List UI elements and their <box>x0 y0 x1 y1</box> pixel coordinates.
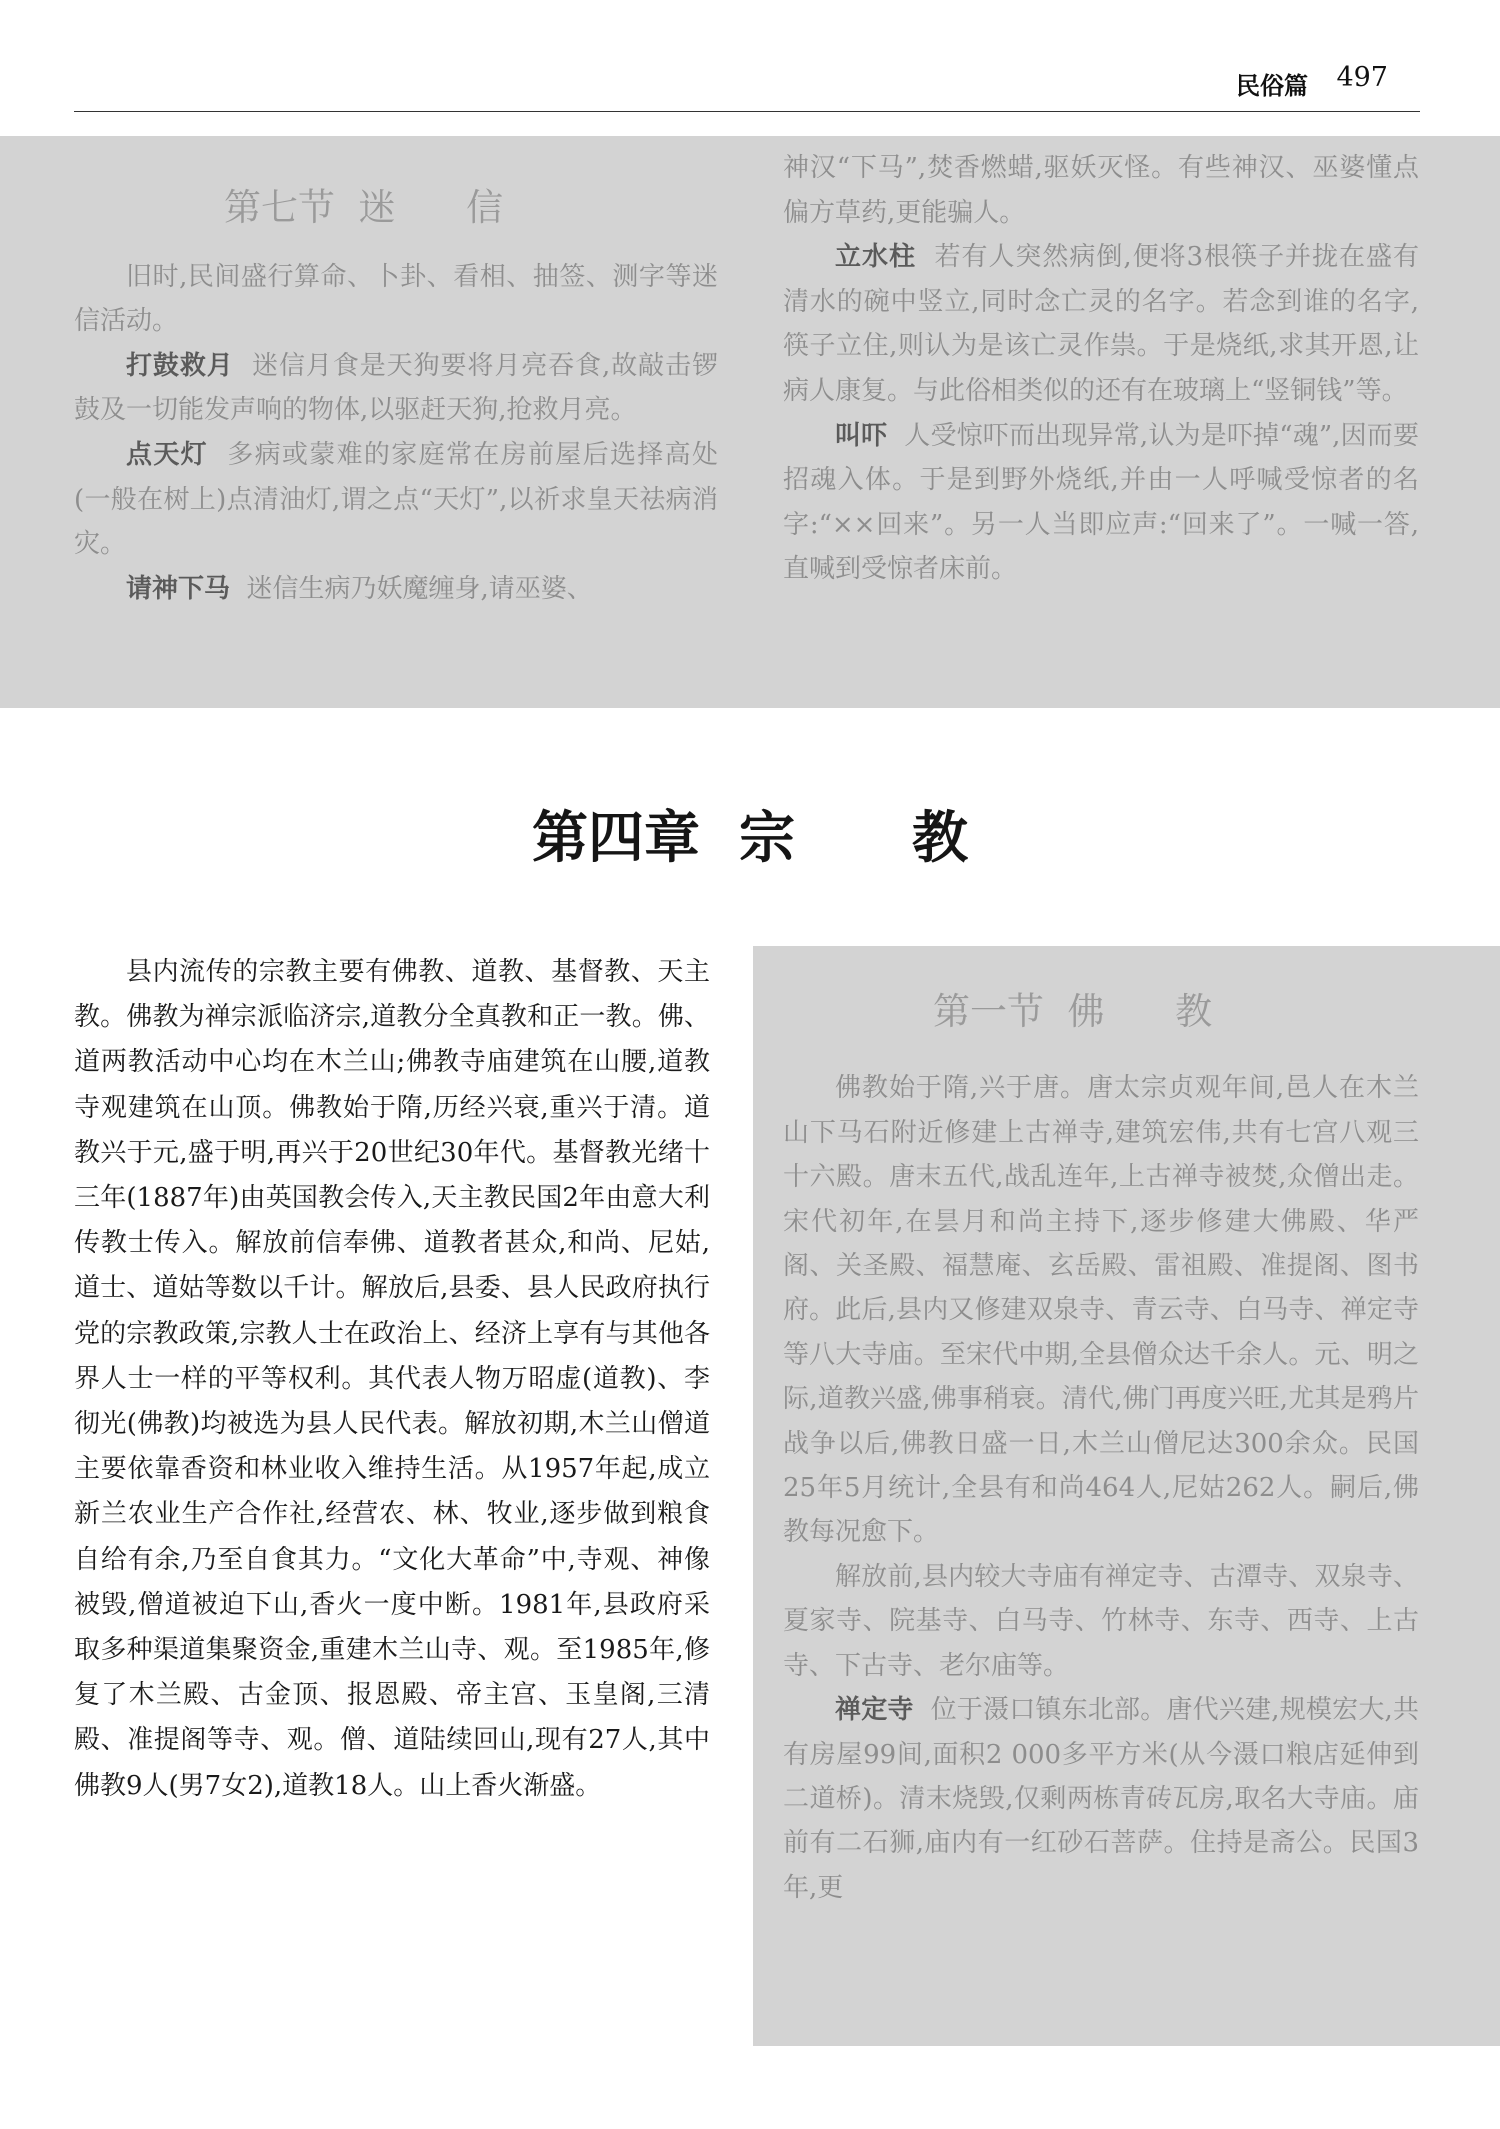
entry-text: 迷信生病乃妖魔缠身,请巫婆、 <box>246 573 593 604</box>
entry-term: 禅定寺 <box>835 1695 914 1726</box>
top-right-column <box>783 146 1419 592</box>
entry-term: 叫吓 <box>835 420 888 451</box>
continued-text: 神汉“下马”,焚香燃蜡,驱妖灭怪。有些神汉、巫婆懂点偏方草药,更能骗人。 <box>783 153 1419 228</box>
chapter-title: 第四章 宗 教 <box>532 805 968 871</box>
section-title-buddhism: 第一节 佛 教 <box>933 990 1213 1033</box>
entry-term: 点天灯 <box>126 439 209 470</box>
entry-chopsticks <box>783 235 1419 413</box>
bottom-right-column <box>783 990 1419 1910</box>
religion-overview: 县内流传的宗教主要有佛教、道教、基督教、天主教。佛教为禅宗派临济宗,道教分全真教和正一教。佛、道两教活动中心均在木兰山;佛教寺庙建筑在山腰,道教寺观建筑在山顶。佛教始于隋,历经兴衰,重兴于清。道教兴于元,盛于明,再兴于20世纪30年代。基督教光绪十三年(1887年)由英国教会传入,天主教民国2年由意大利传教士传入。解放前信奉佛、道教者甚众,和尚、尼姑,道士、道姑等数以千计。解放后,县委、县人民政府执行党的宗教政策,宗教人士在政治上、经济上享有与其他各界人士一样的平等权利。其代表人物万昭虚(道教)、李彻光(佛教)均被选为县人民代表。解放初期,木兰山僧道主要依靠香资和林业收入维持生活。从1957年起,成立新兰农业生产合作社,经营农、林、牧业,逐步做到粮食自给有余,乃至自食其力。“文化大革命”中,寺观、神像被毁,僧道被迫下山,香火一度中断。1981年,县政府采取多种渠道集聚资金,重建木兰山寺、观。至1985年,修复了木兰殿、古金顶、报恩殿、帝主宫、玉皇阁,三清殿、准提阁等寺、观。僧、道陆续回山,现有27人,其中佛教9人(男7女2),道教18人。山上香火渐盛。 <box>74 957 710 1801</box>
entry-scare <box>783 414 1419 592</box>
entry-invite-god <box>74 567 718 612</box>
page-header <box>74 62 1420 112</box>
entry-term: 请神下马 <box>126 573 231 604</box>
entry-term: 打鼓救月 <box>126 350 234 381</box>
entry-text: 多病或蒙难的家庭常在房前屋后选择高处(一般在树上)点清油灯,谓之点“天灯”,以祈求皇天祛病消灾。 <box>74 439 718 560</box>
entry-text: 迷信月食是天狗要将月亮吞食,故敲击锣鼓及一切能发声响的物体,以驱赶天狗,抢救月亮。 <box>74 350 718 426</box>
entry-drum-moon <box>74 344 718 433</box>
buddhism-temples: 解放前,县内较大寺庙有禅定寺、古潭寺、双泉寺、夏家寺、院基寺、白马寺、竹林寺、东寺、西寺、上古寺、下古寺、老尔庙等。 <box>783 1561 1419 1681</box>
entry-text: 若有人突然病倒,便将3根筷子并拢在盛有清水的碗中竖立,同时念亡灵的名字。若念到谁的名字,筷子立住,则认为是该亡灵作祟。于是烧纸,求其开恩,让病人康复。与此俗相类似的还有在玻璃上“竖铜钱”等。 <box>783 242 1419 406</box>
page-number: 497 <box>1336 62 1388 93</box>
entry-sky-lamp <box>74 433 718 567</box>
buddhism-history: 佛教始于隋,兴于唐。唐太宗贞观年间,邑人在木兰山下马石附近修建上古禅寺,建筑宏伟,共有七宫八观三十六殿。唐末五代,战乱连年,上古禅寺被焚,众僧出走。宋代初年,在昙月和尚主持下,逐步修建大佛殿、华严阁、关圣殿、福慧庵、玄岳殿、雷祖殿、准提阁、图书府。此后,县内又修建双泉寺、青云寺、白马寺、禅定寺等八大寺庙。至宋代中期,全县僧众达千余人。元、明之际,道教兴盛,佛事稍衰。清代,佛门再度兴旺,尤其是鸦片战争以后,佛教日盛一日,木兰山僧尼达300余众。民国25年5月统计,全县有和尚464人,尼姑262人。嗣后,佛教每况愈下。 <box>783 1073 1419 1548</box>
top-left-column <box>74 186 718 611</box>
header-rule <box>74 111 1420 112</box>
entry-text: 人受惊吓而出现异常,认为是吓掉“魂”,因而要招魂入体。于是到野外烧纸,并由一人呼喊受惊者的名字:“××回来”。另一人当即应声:“回来了”。一喊一答,直喊到受惊者床前。 <box>783 420 1419 585</box>
entry-term: 立水柱 <box>835 242 916 273</box>
header-title: 民俗篇 <box>1236 72 1308 100</box>
entry-chanding-temple <box>783 1688 1419 1910</box>
superstition-intro: 旧时,民间盛行算命、卜卦、看相、抽签、测字等迷信活动。 <box>74 261 718 337</box>
section-title-superstition: 第七节 迷 信 <box>224 186 504 229</box>
entry-text: 位于滠口镇东北部。唐代兴建,规模宏大,共有房屋99间,面积2 000多平方米(从今滠口粮店延伸到二道桥)。清末烧毁,仅剩两栋青砖瓦房,取名大寺庙。庙前有二石狮,庙内有一红砂石菩萨。住持是斋公。民国3年,更 <box>783 1695 1420 1903</box>
bottom-left-column <box>74 950 710 1809</box>
